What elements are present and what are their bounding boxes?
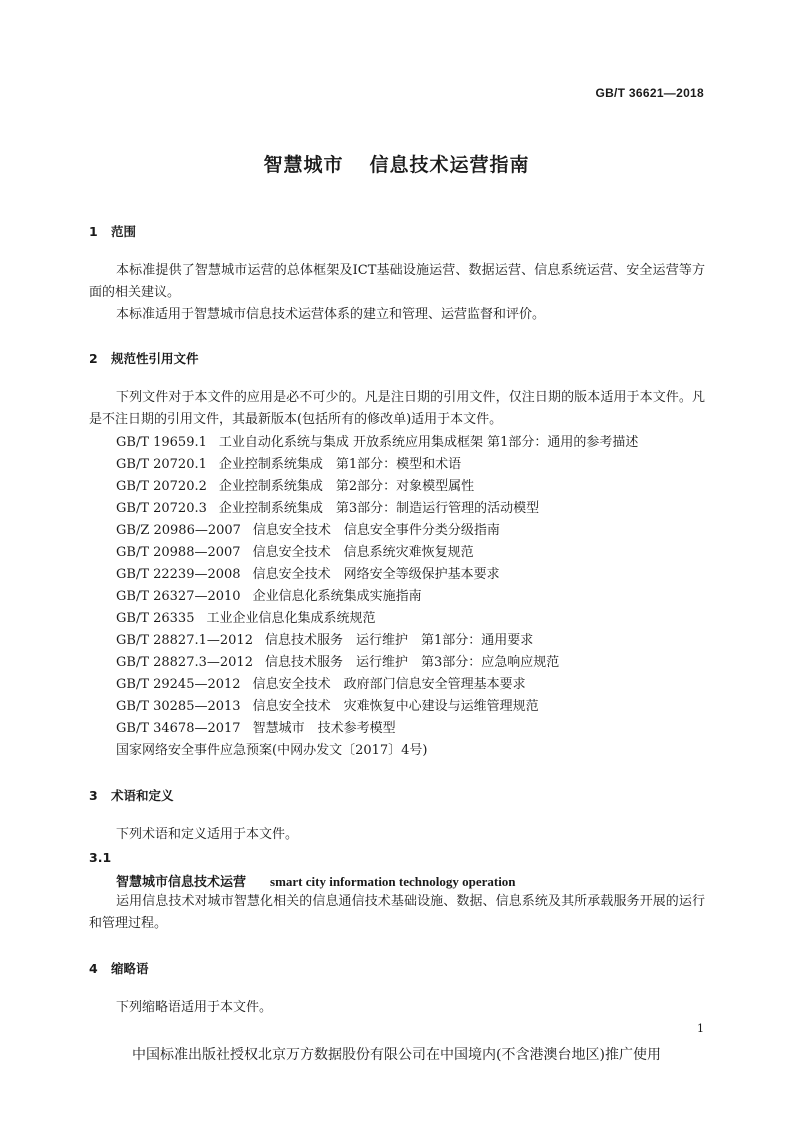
reference-code: GB/T 34678—2017	[116, 721, 241, 736]
standard-code: GB/T 36621—2018	[595, 86, 704, 100]
reference-title: 信息安全技术 信息安全事件分类分级指南	[252, 523, 500, 538]
reference-item	[116, 695, 539, 714]
reference-item	[116, 629, 533, 648]
title-part-1: 智慧城市	[263, 154, 344, 176]
reference-item	[116, 453, 461, 472]
reference-title: 企业信息化系统集成实施指南	[252, 589, 422, 604]
section-1-heading	[89, 222, 136, 240]
term-entry	[116, 871, 516, 890]
reference-code: GB/Z 20986—2007	[116, 523, 241, 538]
section-title: 术语和定义	[111, 788, 174, 803]
reference-item	[116, 563, 500, 582]
reference-title: 信息安全技术 政府部门信息安全管理基本要求	[252, 677, 526, 692]
reference-code: GB/T 30285—2013	[116, 699, 241, 714]
reference-item	[116, 585, 422, 604]
reference-item	[116, 497, 539, 516]
reference-item	[116, 651, 559, 670]
section-2-intro: 下列文件对于本文件的应用是必不可少的。凡是注日期的引用文件，仅注日期的版本适用于本文件。凡是不注日期的引用文件，其最新版本(包括所有的修改单)适用于本文件。	[89, 390, 705, 427]
reference-title: 企业控制系统集成 第1部分：模型和术语	[218, 457, 462, 472]
page-number: 1	[697, 1022, 704, 1035]
reference-item-last: 国家网络安全事件应急预案(中网办发文〔2017〕4号)	[116, 743, 428, 758]
reference-title: 信息技术服务 运行维护 第1部分：通用要求	[264, 633, 534, 648]
reference-code: GB/T 19659.1	[116, 435, 207, 450]
reference-item	[116, 607, 376, 626]
reference-title: 智慧城市 技术参考模型	[252, 721, 396, 736]
reference-title: 工业企业信息化集成系统规范	[206, 611, 376, 626]
reference-item	[116, 717, 396, 736]
reference-code: GB/T 20720.3	[116, 501, 207, 516]
section-number: 3	[89, 788, 98, 803]
reference-code: GB/T 29245—2012	[116, 677, 241, 692]
section-3-heading	[89, 786, 174, 804]
section-1-paragraph-1: 本标准提供了智慧城市运营的总体框架及ICT基础设施运营、数据运营、信息系统运营、安全运营等方面的相关建议。	[89, 263, 705, 300]
reference-title: 企业控制系统集成 第3部分：制造运行管理的活动模型	[218, 501, 540, 516]
section-1-paragraph-2: 本标准适用于智慧城市信息技术运营体系的建立和管理、运营监督和评价。	[116, 307, 546, 322]
reference-code: GB/T 28827.3—2012	[116, 655, 253, 670]
term-english: smart city information technology operation	[270, 874, 516, 889]
section-title: 规范性引用文件	[111, 351, 199, 366]
reference-code: GB/T 20720.1	[116, 457, 207, 472]
reference-code: GB/T 28827.1—2012	[116, 633, 253, 648]
reference-item	[116, 431, 638, 450]
reference-item	[116, 673, 526, 692]
section-4-intro: 下列缩略语适用于本文件。	[116, 1000, 273, 1015]
reference-code: GB/T 22239—2008	[116, 567, 241, 582]
term-definition: 运用信息技术对城市智慧化相关的信息通信技术基础设施、数据、信息系统及其所承载服务开展的运行和管理过程。	[89, 894, 705, 931]
reference-title: 工业自动化系统与集成 开放系统应用集成框架 第1部分：通用的参考描述	[218, 435, 639, 450]
reference-code: GB/T 26335	[116, 611, 195, 626]
document-title	[0, 150, 793, 177]
reference-title: 信息技术服务 运行维护 第3部分：应急响应规范	[264, 655, 560, 670]
section-2-heading	[89, 349, 199, 367]
section-3-intro: 下列术语和定义适用于本文件。	[116, 827, 299, 842]
reference-title: 信息安全技术 灾难恢复中心建设与运维管理规范	[252, 699, 539, 714]
section-title: 范围	[111, 224, 137, 239]
footer-notice: 中国标准出版社授权北京万方数据股份有限公司在中国境内(不含港澳台地区)推广使用	[132, 1047, 661, 1063]
section-number: 1	[89, 224, 98, 239]
reference-code: GB/T 20720.2	[116, 479, 207, 494]
term-chinese: 智慧城市信息技术运营	[116, 875, 247, 890]
reference-title: 信息安全技术 信息系统灾难恢复规范	[252, 545, 474, 560]
section-title: 缩略语	[111, 961, 149, 976]
reference-code: GB/T 20988—2007	[116, 545, 241, 560]
reference-item	[116, 541, 474, 560]
reference-item	[116, 475, 474, 494]
reference-title: 信息安全技术 网络安全等级保护基本要求	[252, 567, 500, 582]
section-number: 2	[89, 351, 98, 366]
section-4-heading	[89, 959, 149, 977]
reference-title: 企业控制系统集成 第2部分：对象模型属性	[218, 479, 475, 494]
term-number: 3.1	[89, 850, 112, 865]
title-part-2: 信息技术运营指南	[369, 154, 530, 176]
reference-item	[116, 519, 500, 538]
section-number: 4	[89, 961, 98, 976]
reference-code: GB/T 26327—2010	[116, 589, 241, 604]
